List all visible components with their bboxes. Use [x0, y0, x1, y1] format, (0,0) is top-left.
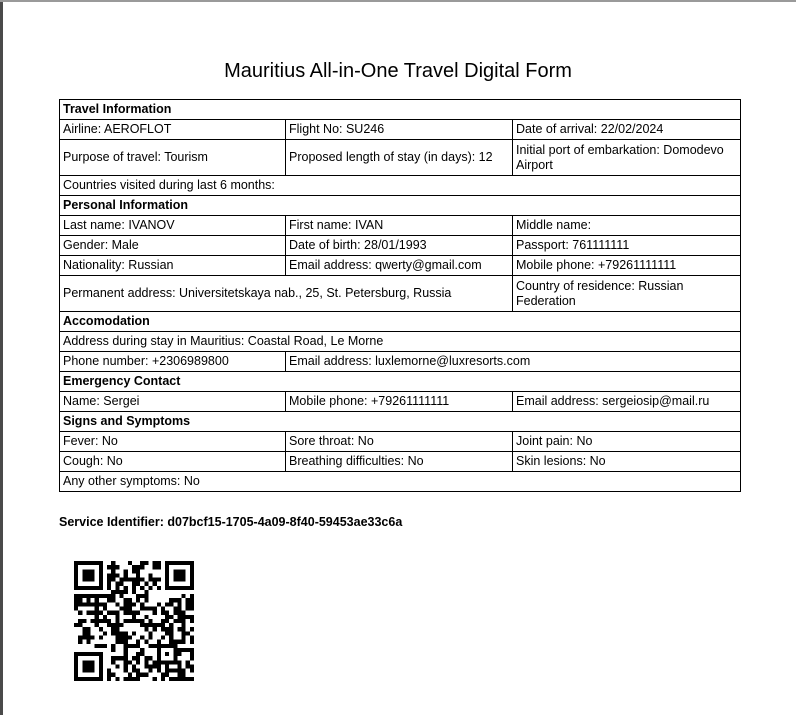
emergency-mobile-cell: Mobile phone: +79261111111 [286, 392, 513, 412]
section-personal-information: Personal Information [60, 196, 741, 216]
emergency-name-cell: Name: Sergei [60, 392, 286, 412]
arrival-date-cell: Date of arrival: 22/02/2024 [513, 120, 741, 140]
service-identifier: Service Identifier: d07bcf15-1705-4a09-8f40-59453ae33c6a [59, 515, 403, 529]
sore-throat-cell: Sore throat: No [286, 432, 513, 452]
stay-address-cell: Address during stay in Mauritius: Coastal Road, Le Morne [60, 332, 741, 352]
skin-lesions-cell: Skin lesions: No [513, 452, 741, 472]
page-edge [0, 0, 3, 715]
date-of-birth-cell: Date of birth: 28/01/1993 [286, 236, 513, 256]
purpose-cell: Purpose of travel: Tourism [60, 140, 286, 176]
airline-cell: Airline: AEROFLOT [60, 120, 286, 140]
section-travel-information: Travel Information [60, 100, 741, 120]
flight-number-cell: Flight No: SU246 [286, 120, 513, 140]
first-name-cell: First name: IVAN [286, 216, 513, 236]
page-title: Mauritius All-in-One Travel Digital Form [224, 60, 572, 82]
breathing-difficulties-cell: Breathing difficulties: No [286, 452, 513, 472]
emergency-email-cell: Email address: sergeiosip@mail.ru [513, 392, 741, 412]
gender-cell: Gender: Male [60, 236, 286, 256]
permanent-address-cell: Permanent address: Universitetskaya nab., 25, St. Petersburg, Russia [60, 276, 513, 312]
length-of-stay-cell: Proposed length of stay (in days): 12 [286, 140, 513, 176]
section-signs-and-symptoms: Signs and Symptoms [60, 412, 741, 432]
joint-pain-cell: Joint pain: No [513, 432, 741, 452]
other-symptoms-cell: Any other symptoms: No [60, 472, 741, 492]
section-emergency-contact: Emergency Contact [60, 372, 741, 392]
accommodation-phone-cell: Phone number: +2306989800 [60, 352, 286, 372]
country-of-residence-cell: Country of residence: Russian Federation [513, 276, 741, 312]
travel-form-table [59, 99, 741, 492]
cough-cell: Cough: No [60, 452, 286, 472]
qr-code-icon [74, 561, 194, 681]
middle-name-cell: Middle name: [513, 216, 741, 236]
passport-cell: Passport: 761111111 [513, 236, 741, 256]
last-name-cell: Last name: IVANOV [60, 216, 286, 236]
personal-mobile-cell: Mobile phone: +79261111111 [513, 256, 741, 276]
port-of-embarkation-cell: Initial port of embarkation: Domodevo Airport [513, 140, 741, 176]
page-edge-top [0, 0, 796, 2]
nationality-cell: Nationality: Russian [60, 256, 286, 276]
accommodation-email-cell: Email address: luxlemorne@luxresorts.com [286, 352, 741, 372]
countries-visited-cell: Countries visited during last 6 months: [60, 176, 741, 196]
fever-cell: Fever: No [60, 432, 286, 452]
personal-email-cell: Email address: qwerty@gmail.com [286, 256, 513, 276]
section-accommodation: Accomodation [60, 312, 741, 332]
